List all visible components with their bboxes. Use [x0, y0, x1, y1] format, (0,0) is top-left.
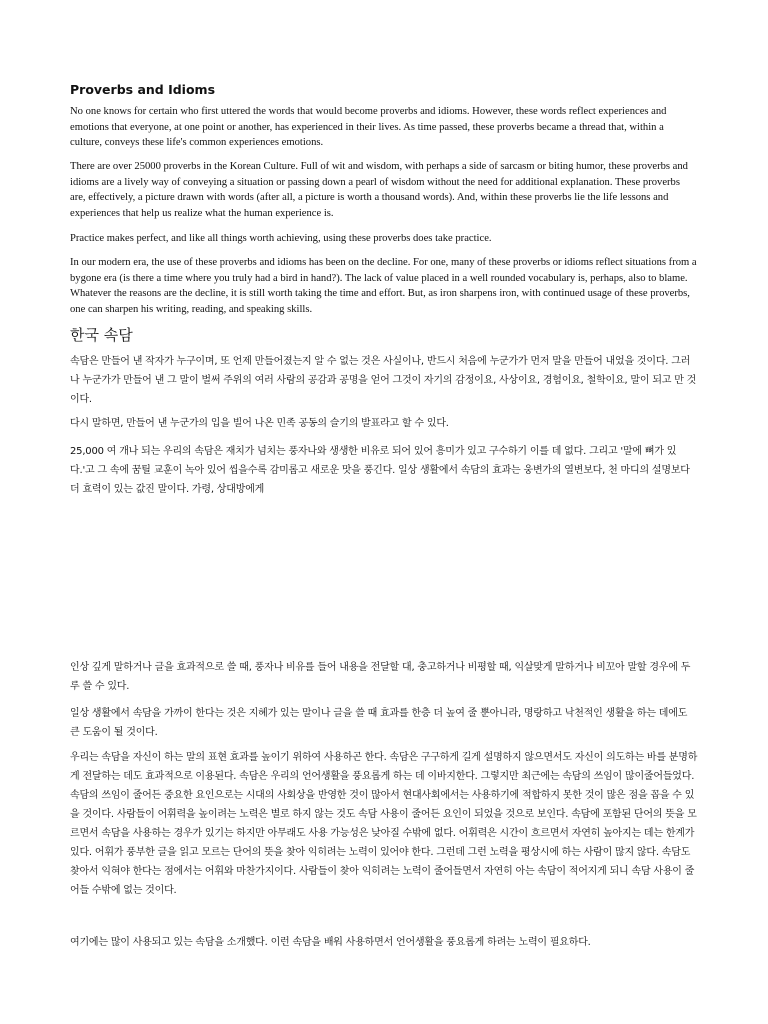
english-paragraph-2: There are over 25000 proverbs in the Korean Culture. Full of wit and wisdom, with perhaps a side of sarcasm or biting humor, these proverbs and idioms are a lively way of conveying a situation or passing down a pearl of wisdom without the need for additional explanation. These proverbs are, effectively, a picture drawn with words (after all, a picture is worth a thousand words). And, within these proverbs lie the life lessons and experiences that help us realize what the human experience is.	[70, 161, 688, 219]
english-paragraph-4: In our modern era, the use of these proverbs and idioms has been on the decline. For one, many of these proverbs or idioms reflect situations from a bygone era (is there a time where you truly had a bird in hand?). The lack of value placed in a well rounded vocabulary is, perhaps, also to blame. Whatever the reasons are the decline, it is still worth taking the time and effort. But, as iron sharpens iron, with continued usage of these proverbs, one can sharpen his writing, reading, and speaking skills.	[70, 257, 697, 315]
korean-paragraph-4: 인상 깊게 말하거나 글을 효과적으로 쓸 때, 풍자나 비유를 들어 내용을 전달할 대, 충고하거나 비평할 때, 익살맞게 말하거나 비꼬아 말할 경우에 두루 쓸 수 있다.	[70, 662, 691, 692]
english-paragraph-3: Practice makes perfect, and like all things worth achieving, using these proverbs does take practice.	[70, 233, 492, 244]
english-section-title: Proverbs and Idioms	[70, 82, 216, 97]
english-paragraph-1: No one knows for certain who first uttered the words that would become proverbs and idioms. However, these words reflect experiences and emotions that everyone, at one point or another, has experienced in their lives. As time passed, these proverbs became a thread that, within a culture, conveys these life's common experiences emotions.	[70, 106, 667, 148]
korean-paragraph-2: 다시 말하면, 만들어 낸 누군가의 입을 빌어 나온 민족 공동의 슬기의 발표라고 할 수 있다.	[70, 418, 449, 429]
korean-paragraph-7: 여기에는 많이 사용되고 있는 속담을 소개했다. 이런 속담을 배워 사용하면서 언어생활을 풍요롭게 하려는 노력이 필요하다.	[70, 937, 591, 948]
korean-section-title: 한국 속담	[70, 326, 133, 344]
korean-paragraph-3: 25,000 여 개나 되는 우리의 속담은 재치가 넘치는 풍자나와 생생한 비유로 되어 있어 흥미가 있고 구수하기 이를 데 없다. 그리고 '말에 뼈가 있다.'고 그 속에 꿈틸 교훈이 녹아 있어 씹을수록 감미롭고 새로운 맛을 풍긴다. 일상 생활에서 속담의 효과는 웅변가의 열변보다, 천 마디의 설명보다 더 효력이 있는 값진 말이다. 가령, 상대방에게	[70, 446, 690, 495]
korean-paragraph-1: 속담은 만들어 낸 작자가 누구이며, 또 언제 만들어졌는지 알 수 없는 것은 사실이나, 반드시 처음에 누군가가 먼저 말을 만들어 내었을 것이다. 그러나 누군가가 만들어 낸 그 말이 벌써 주위의 여러 사람의 공감과 공명을 얻어 그것이 자기의 감정이요, 사상이요, 경험이요, 철학이요, 말이 되고 만 것이다.	[70, 356, 697, 405]
korean-paragraph-6: 우리는 속담을 자신이 하는 말의 표현 효과를 높이기 위하여 사용하곤 한다. 속담은 구구하게 길게 설명하지 않으면서도 자신이 의도하는 바를 분명하게 전달하는 데도 효과적으로 이용된다. 속담은 우리의 언어생활을 풍요롭게 하는 데 이바지한다. 그렇지만 최근에는 속담의 쓰임이 많이줄어들었다. 속담의 쓰임이 줄어든 중요한 요인으로는 시대의 사회상을 반영한 것이 많아서 현대사회에서는 사용하기에 적합하지 못한 것이 많은 점을 꼽을 수 있을 것이다. 사람들이 어휘력을 높이려는 노력은 별로 하지 않는 것도 속담 사용이 줄어든 요인이 되었을 것으로 보인다. 속담에 포함된 단어의 뜻을 모르면서 속담을 사용하는 경우가 있기는 하지만 아무래도 사용 가능성은 낮아질 수밖에 없다. 어휘력은 시간이 흐르면서 자연히 높아지는 데는 한계가 있다. 어휘가 풍부한 글을 읽고 모르는 단어의 뜻을 찾아 익히려는 노력이 있어야 한다. 그런데 그런 노력을 평상시에 하는 사람이 많지 않다. 속담도 찾아서 익혀야 한다는 점에서는 어휘와 마찬가지이다. 사람들이 찾아 익히려는 노력이 줄어들면서 자연히 아는 속담이 적어지게 되니 속담 사용이 줄어들 수밖에 없는 것이다.	[70, 752, 698, 896]
korean-paragraph-5: 일상 생활에서 속담을 가까이 한다는 것은 지혜가 있는 말이나 글을 쓸 때 효과를 한층 더 높여 줄 뿐아니라, 명랑하고 낙천적인 생활을 하는 데에도 큰 도움이 될 것이다.	[70, 708, 688, 738]
